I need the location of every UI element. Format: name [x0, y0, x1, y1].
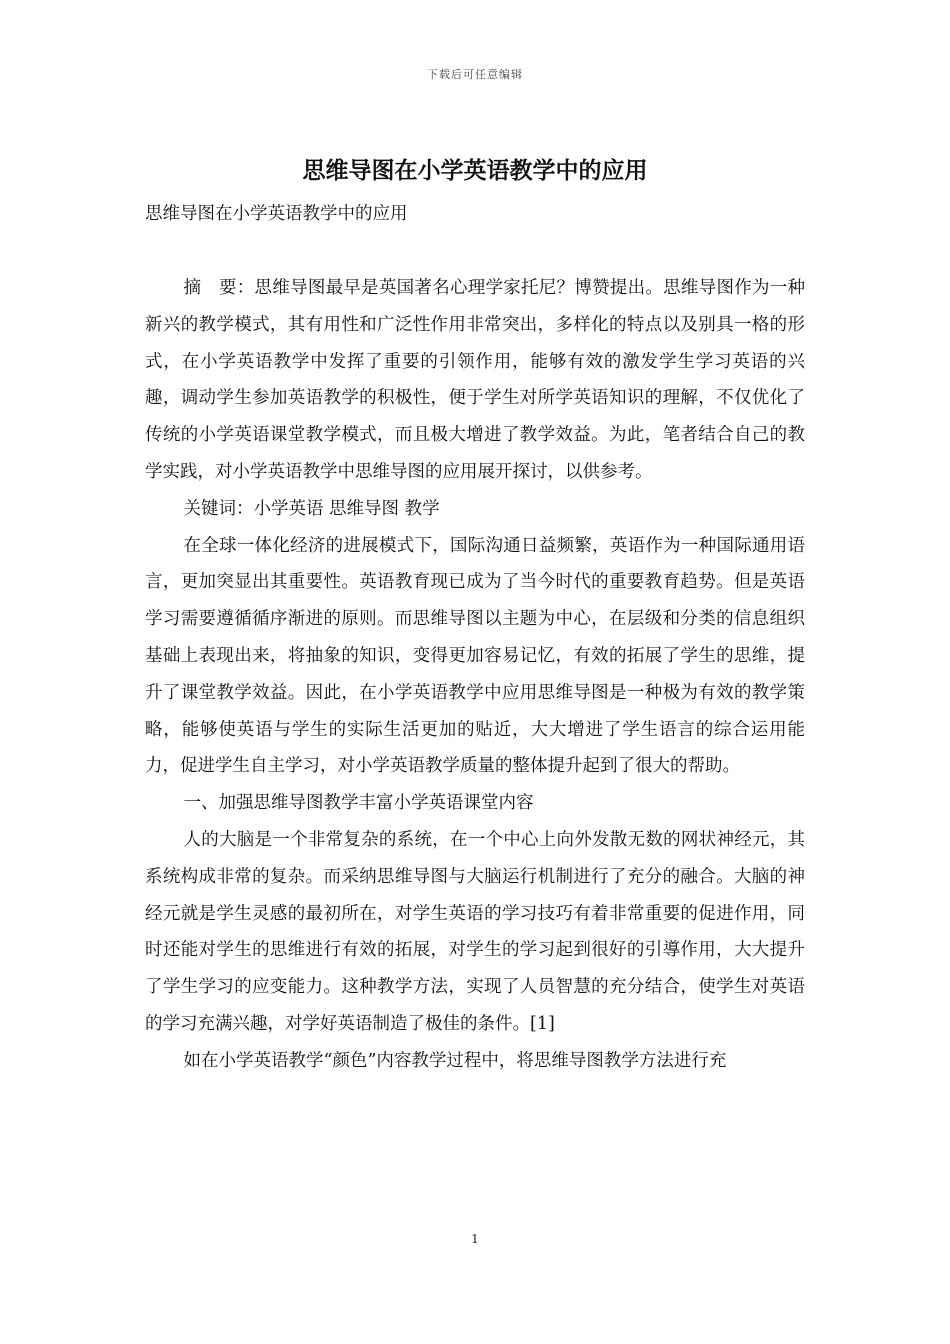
page-header-note: 下载后可任意编辑	[427, 68, 523, 81]
document-subtitle: 思维导图在小学英语教学中的应用	[145, 204, 408, 224]
body-paragraph-continued: 如在小学英语教学“颜色”内容教学过程中，将思维导图教学方法进行充	[183, 1050, 727, 1071]
section-heading: 一、加强思维导图教学丰富小学英语课堂内容	[183, 793, 534, 814]
abstract-paragraph: 摘 要：思维导图最早是英国著名心理学家托尼？博赞提出。思维导图作为一种新兴的教学模式，其有用性和广泛性作用非常突出，多样化的特点以及别具一格的形式，在小学英语教学中发挥了重要的引领作用，能够有效的激发学生学习英语的兴趣，调动学生参加英语教学的积极性，便于学生对所学英语知识的理解，不仅优化了传统的小学英语课堂教学模式，而且极大增进了教学效益。为此，笔者结合自己的教学实践，对小学英语教学中思维导图的应用展开探讨，以供参考。	[145, 278, 805, 482]
intro-paragraph: 在全球一体化经济的进展模式下，国际沟通日益频繁，英语作为一种国际通用语言，更加突显出其重要性。英语教育现已成为了当今时代的重要教育趋势。但是英语学习需要遵循循序渐进的原则。而思维导图以主题为中心，在层级和分类的信息组织基础上表现出来，将抽象的知识，变得更加容易记忆，有效的拓展了学生的思维，提升了课堂教学效益。因此，在小学英语教学中应用思维导图是一种极为有效的教学策略，能够使英语与学生的实际生活更加的贴近，大大增进了学生语言的综合运用能力，促进学生自主学习，对小学英语教学质量的整体提升起到了很大的帮助。	[145, 535, 805, 777]
page-number: 1	[471, 1232, 479, 1246]
keywords-paragraph: 关键词：小学英语 思维导图 教学	[183, 498, 440, 519]
document-title: 思维导图在小学英语教学中的应用	[302, 158, 648, 184]
body-paragraph: 人的大脑是一个非常复杂的系统，在一个中心上向外发散无数的网状神经元，其系统构成非常的复杂。而采纳思维导图与大脑运行机制进行了充分的融合。大脑的神经元就是学生灵感的最初所在，对学生英语的学习技巧有着非常重要的促进作用，同时还能对学生的思维进行有效的拓展，对学生的学习起到很好的引導作用，大大提升了学生学习的应变能力。这种教学方法，实现了人员智慧的充分结合，使学生对英语的学习充满兴趣，对学好英语制造了极佳的条件。[1]	[145, 829, 805, 1034]
document-body	[145, 270, 805, 1080]
